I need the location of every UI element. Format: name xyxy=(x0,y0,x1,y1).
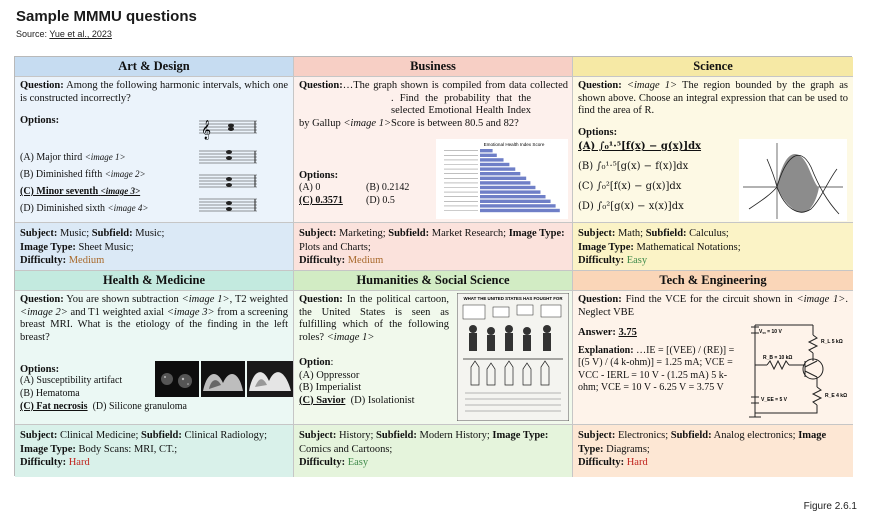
art-img4: <image 4> xyxy=(107,203,149,213)
thumbnail-bar xyxy=(480,167,515,170)
humanities-option-label: Option xyxy=(299,357,331,368)
business-option-a: (A) 0 xyxy=(299,182,321,193)
art-header: Art & Design xyxy=(15,57,294,77)
health-question-label: Question: xyxy=(20,294,64,305)
humanities-difficulty: Easy xyxy=(347,457,369,468)
health-question-d: from a screening breast MRI. What is the etiology of the finding in the left breast? xyxy=(20,306,288,343)
thumbnail-bar xyxy=(480,158,504,161)
tech-question-cell xyxy=(573,291,853,425)
humanities-question-label: Question: xyxy=(299,294,343,305)
business-meta xyxy=(294,223,573,271)
health-image-type: Body Scans: MRI, CT.; xyxy=(78,443,178,455)
science-meta xyxy=(573,223,853,271)
health-subject-label: Subject: xyxy=(20,430,58,441)
health-question-cell xyxy=(15,291,294,425)
art-subject: Music; xyxy=(59,228,90,239)
svg-text:𝄞: 𝄞 xyxy=(201,120,212,140)
art-option-d: (D) Diminished sixth xyxy=(20,203,105,214)
tech-subfield-label: Subfield: xyxy=(670,430,712,441)
business-subfield-label: Subfield: xyxy=(388,228,430,239)
health-img3: <image 3> xyxy=(166,306,215,318)
thumbnail-bar xyxy=(480,149,493,152)
page-title: Sample MMMU questions xyxy=(16,8,197,25)
art-difficulty: Medium xyxy=(68,255,105,266)
circuit-rb: R_B = 10 kΩ xyxy=(763,355,793,361)
humanities-subject: History; xyxy=(338,430,374,441)
business-question-cell xyxy=(294,77,573,223)
art-image-type: Sheet Music; xyxy=(78,241,134,253)
humanities-image-type: Comics and Cartoons; xyxy=(299,443,393,455)
art-question-cell xyxy=(15,77,294,223)
business-option-b: (B) 0.2142 xyxy=(366,182,410,193)
health-question-b: , T2 weighted xyxy=(229,294,288,305)
tech-subfield: Analog electronics; xyxy=(713,430,796,441)
science-options-label: Options: xyxy=(578,127,618,138)
humanities-subfield: Modern History; xyxy=(419,430,490,441)
art-option-a: (A) Major third xyxy=(20,152,83,163)
science-subject: Math; xyxy=(617,228,644,239)
thumbnail-bar xyxy=(480,209,560,212)
business-option-c: (C) 0.3571 xyxy=(299,195,343,206)
humanities-option-a: (A) Oppressor xyxy=(299,369,360,381)
thumbnail-bar xyxy=(480,190,540,193)
art-img1: <image 1> xyxy=(84,152,126,162)
humanities-question: In the political cartoon, the United States is seen as fulfilling which of the following roles? xyxy=(299,294,450,343)
thumbnail-bar xyxy=(480,181,530,184)
cartoon-caption: WHAT THE UNITED STATES HAS FOUGHT FOR xyxy=(463,296,563,301)
science-option-c: (C) ∫₀²[f(x) − g(x)]dx xyxy=(578,181,682,192)
tech-explanation-label: Explanation: xyxy=(578,345,634,356)
health-meta xyxy=(15,425,294,477)
art-option-b: (B) Diminished fifth xyxy=(20,169,103,180)
health-option-b: (B) Hematoma xyxy=(20,388,80,399)
thumbnail-bar xyxy=(480,200,551,203)
health-diff-label: Difficulty: xyxy=(20,457,67,468)
tech-question-label: Question: xyxy=(578,294,622,305)
tech-image-type: Diagrams; xyxy=(606,443,650,455)
humanities-imgtype-label: Image Type: xyxy=(492,430,549,441)
figure-label: Figure 2.6.1 xyxy=(803,501,857,512)
humanities-subject-label: Subject: xyxy=(299,430,337,441)
political-cartoon xyxy=(457,293,569,421)
business-option-d: (D) 0.5 xyxy=(366,195,395,206)
health-subject: Clinical Medicine; xyxy=(59,430,139,441)
business-question: …The graph shown is compiled from data collected by Gallup xyxy=(299,80,568,129)
health-option-c: (C) Fat necrosis xyxy=(20,401,88,412)
circuit-vee: V_EE = 5 V xyxy=(761,397,787,403)
health-header: Health & Medicine xyxy=(15,271,294,291)
art-subfield: Music; xyxy=(135,228,165,239)
science-imgtype-label: Image Type: xyxy=(578,241,634,253)
science-subfield: Calculus; xyxy=(689,228,729,239)
business-subject: Marketing; xyxy=(338,228,386,239)
business-subfield: Market Research; xyxy=(431,228,507,239)
business-options-label: Options: xyxy=(299,170,339,181)
business-chart-title: Emotional Health Index Score xyxy=(483,142,545,147)
art-question-label: Question: xyxy=(20,80,64,91)
tech-subject-label: Subject: xyxy=(578,430,616,441)
tech-imgtype-label: Image Type: xyxy=(578,430,827,455)
art-meta xyxy=(15,223,294,271)
circuit-vcc: V꜀꜀ = 10 V xyxy=(759,329,782,335)
science-diff-label: Difficulty: xyxy=(578,255,625,266)
art-img2: <image 2> xyxy=(104,169,146,179)
calculus-graph xyxy=(739,139,847,221)
mri-images xyxy=(155,361,293,397)
health-question-a: You are shown subtraction xyxy=(66,294,179,305)
thumbnail-bar xyxy=(480,177,526,180)
art-question: Among the following harmonic intervals, which one is constructed incorrectly? xyxy=(20,80,288,104)
tech-question-2: . Neglect VBE xyxy=(578,294,849,318)
science-question-cell xyxy=(573,77,853,223)
art-options-label: Options: xyxy=(20,115,60,127)
art-subject-label: Subject: xyxy=(20,228,58,239)
humanities-option-d: (D) Isolationist xyxy=(350,394,415,406)
transistor-circuit xyxy=(741,317,849,421)
health-difficulty: Hard xyxy=(68,457,90,468)
humanities-diff-label: Difficulty: xyxy=(299,457,346,468)
thumbnail-bar xyxy=(480,172,520,175)
humanities-meta xyxy=(294,425,573,477)
thumbnail-bar xyxy=(480,204,556,207)
business-header: Business xyxy=(294,57,573,77)
science-subject-label: Subject: xyxy=(578,228,616,239)
tech-explanation: …IE = [(VEE) / (RE)] = [(5 V) / (4 k-ohm)] = 1.25 mA; VCE = VCC - IERL = 10 V - (1.25 mA) 5 k-ohm; VCE = 10 V - 6.25 V = 3.75 V xyxy=(578,345,735,394)
health-img1: <image 1> xyxy=(181,294,230,305)
science-img: <image 1> xyxy=(626,80,678,91)
sheet-music-images xyxy=(197,111,259,223)
circuit-re: R_E 4 kΩ xyxy=(825,393,848,399)
humanities-header: Humanities & Social Science xyxy=(294,271,573,291)
source-line xyxy=(16,29,112,39)
business-subject-label: Subject: xyxy=(299,228,337,239)
tech-difficulty: Hard xyxy=(626,457,648,468)
circuit-rl: R_L 5 kΩ xyxy=(821,339,843,345)
questions-grid xyxy=(14,56,852,476)
business-imgtype-label: Image Type: xyxy=(508,228,565,239)
tech-diff-label: Difficulty: xyxy=(578,457,625,468)
tech-question: Find the VCE for the circuit shown in xyxy=(625,294,793,305)
thumbnail-bar xyxy=(480,163,509,166)
health-img2: <image 2> xyxy=(20,306,68,318)
science-option-d: (D) ∫₀²[g(x) − x(x)]dx xyxy=(578,201,684,212)
business-diff-label: Difficulty: xyxy=(299,255,346,266)
thumbnail-bar xyxy=(480,195,546,198)
health-option-d: (D) Silicone granuloma xyxy=(92,401,187,412)
business-image-type: Plots and Charts; xyxy=(299,241,371,253)
science-option-b: (B) ∫₀¹·⁵[g(x) − f(x)]dx xyxy=(578,161,689,172)
science-header: Science xyxy=(573,57,853,77)
science-question-label: Question: xyxy=(578,80,622,91)
science-difficulty: Easy xyxy=(626,255,648,266)
art-img3: <image 3> xyxy=(100,186,141,196)
science-image-type: Mathematical Notations; xyxy=(636,241,741,253)
business-bar-chart xyxy=(436,139,568,219)
art-subfield-label: Subfield: xyxy=(91,228,133,239)
science-subfield-label: Subfield: xyxy=(645,228,687,239)
tech-meta xyxy=(573,425,853,477)
humanities-option-c: (C) Savior xyxy=(299,394,346,406)
art-option-c: (C) Minor seventh xyxy=(20,186,99,197)
business-img: <image 1> xyxy=(343,117,392,129)
health-option-a: (A) Susceptibility artifact xyxy=(20,375,123,386)
thumbnail-bar xyxy=(480,186,535,189)
tech-header: Tech & Engineering xyxy=(573,271,853,291)
science-question: The region bounded by the graph as shown above. Choose an integral expression that can be used to find the area of R. xyxy=(578,80,849,117)
tech-subject: Electronics; xyxy=(617,430,669,441)
health-subfield-label: Subfield: xyxy=(141,430,182,441)
health-question-c: and T1 weighted axial xyxy=(70,306,165,318)
tech-answer-label: Answer: xyxy=(578,327,616,338)
art-diff-label: Difficulty: xyxy=(20,255,67,266)
health-imgtype-label: Image Type: xyxy=(20,443,76,455)
business-question-2: . Find the probability that the selected Emotional Health Index Score is between 80.5 and 82? xyxy=(391,92,532,129)
health-subfield: Clinical Radiology; xyxy=(184,430,268,441)
business-question-label: Question: xyxy=(299,80,343,91)
business-difficulty: Medium xyxy=(347,255,384,266)
humanities-img: <image 1> xyxy=(326,331,375,343)
humanities-subfield-label: Subfield: xyxy=(376,430,417,441)
humanities-question-cell: Question: In the political cartoon, the United States is seen as fulfilling which of the following roles? <image 1> Option: (A) Oppressor (B) Imperialist (C) Savior (D) Isolationist WHAT THE UNITED STATES HAS FOUGHT FOR xyxy=(294,291,573,425)
source-label: Source: xyxy=(16,29,48,39)
thumbnail-bar xyxy=(480,154,497,157)
source-link[interactable]: Yue et al., 2023 xyxy=(49,29,112,39)
art-imgtype-label: Image Type: xyxy=(20,241,76,253)
science-option-a: (A) ∫₀¹·⁵[f(x) − g(x)]dx xyxy=(578,141,702,152)
tech-answer: 3.75 xyxy=(618,327,637,338)
humanities-option-b: (B) Imperialist xyxy=(299,382,362,393)
health-options-label: Options: xyxy=(20,364,60,375)
tech-img: <image 1> xyxy=(796,294,846,305)
